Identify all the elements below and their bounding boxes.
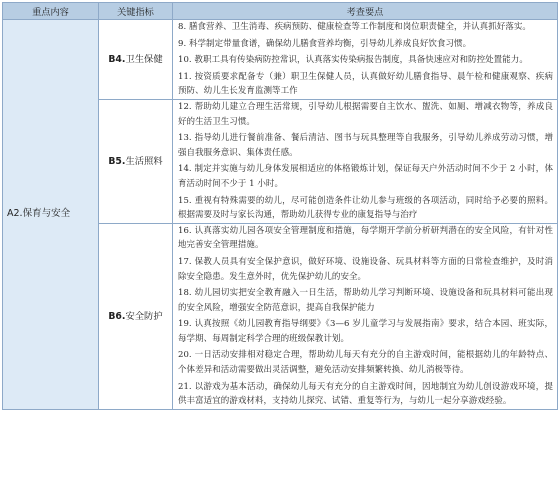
point-item: 14. 制定并实施与幼儿身体发展相适应的体格锻炼计划，保证每天户外活动时间不少于 2 小时，体育活动时间不少于 1 小时。 xyxy=(178,164,553,189)
points-b5 xyxy=(173,99,558,223)
point-item: 19. 认真按照《幼儿园教育指导纲要》《3—6 岁儿童学习与发展指南》要求，结合本园、班实际，每学期、每周制定科学合理的班级保教计划。 xyxy=(178,319,553,344)
guide-table xyxy=(2,2,558,410)
indicator-row-b4 xyxy=(3,20,558,100)
point-item: 21. 以游戏为基本活动，确保幼儿每天有充分的自主游戏时间，因地制宜为幼儿创设游戏环境，提供丰富适宜的游戏材料，支持幼儿探究、试错、重复等行为，与幼儿一起分享游戏经验。 xyxy=(178,381,553,407)
points-b6 xyxy=(173,223,558,409)
points-b4 xyxy=(173,20,558,100)
indicator-code: B4. xyxy=(108,53,126,65)
indicator-code: B5. xyxy=(108,155,126,167)
indicator-name: 安全防护 xyxy=(125,310,163,322)
point-item: 10. 教职工具有传染病防控常识，认真落实传染病报告制度，具备快速应对和防控处置能力。 xyxy=(178,55,528,66)
point-item: 20. 一日活动安排相对稳定合理，帮助幼儿每天有充分的自主游戏时间，能根据幼儿的年龄特点、个体差异和活动需要做出灵活调整，避免活动安排频繁转换、幼儿消极等待。 xyxy=(178,350,553,376)
focus-area-label: A2.保育与安全 xyxy=(7,208,71,220)
header-focus: 重点内容 xyxy=(3,3,99,20)
indicator-b6 xyxy=(99,223,173,409)
point-item: 9. 科学制定带量食谱，确保幼儿膳食营养均衡，引导幼儿养成良好饮食习惯。 xyxy=(178,38,472,49)
point-item: 16. 认真落实幼儿园各项安全管理制度和措施，每学期开学前分析研判潜在的安全风险，有针对性地完善安全管理措施。 xyxy=(178,225,553,251)
indicator-name: 卫生保健 xyxy=(125,53,163,65)
point-item: 17. 保教人员具有安全保护意识，做好环境、设施设备、玩具材料等方面的日常检查维护，及时消除安全隐患。发生意外时，优先保护幼儿的安全。 xyxy=(178,256,553,282)
point-item: 18. 幼儿园切实把安全教育融入一日生活，帮助幼儿学习判断环境、设施设备和玩具材料可能出现的安全风险，增强安全防范意识，提高自我保护能力 xyxy=(178,288,553,313)
header-points: 考查要点 xyxy=(173,3,558,20)
point-item: 15. 重视有特殊需要的幼儿，尽可能创造条件让幼儿参与班级的各项活动，同时给予必要的照料。根据需要及时与家长沟通，帮助幼儿获得专业的康复指导与治疗 xyxy=(178,195,553,221)
indicator-b5 xyxy=(99,99,173,223)
focus-area xyxy=(3,20,99,410)
header-indicator: 关键指标 xyxy=(99,3,173,20)
point-item: 13. 指导幼儿进行餐前准备、餐后清洁、图书与玩具整理等自我服务，引导幼儿养成劳动习惯，增强自我服务意识、集体责任感。 xyxy=(178,133,553,158)
point-item: 12. 帮助幼儿建立合理生活常规，引导幼儿根据需要自主饮水、盥洗、如厕、增减衣物等，养成良好的生活卫生习惯。 xyxy=(178,101,553,127)
point-item: 8. 膳食营养、卫生消毒、疾病预防、健康检查等工作制度和岗位职责健全，并认真抓好落实。 xyxy=(178,22,531,32)
point-item: 11. 按资质要求配备专（兼）职卫生保健人员，认真做好幼儿膳食指导、晨午检和健康观察、疾病预防、幼儿生长发育监测等工作 xyxy=(178,71,553,97)
indicator-b4 xyxy=(99,20,173,100)
indicator-name: 生活照料 xyxy=(125,155,163,167)
header-row xyxy=(3,3,558,20)
indicator-code: B6. xyxy=(108,310,126,322)
